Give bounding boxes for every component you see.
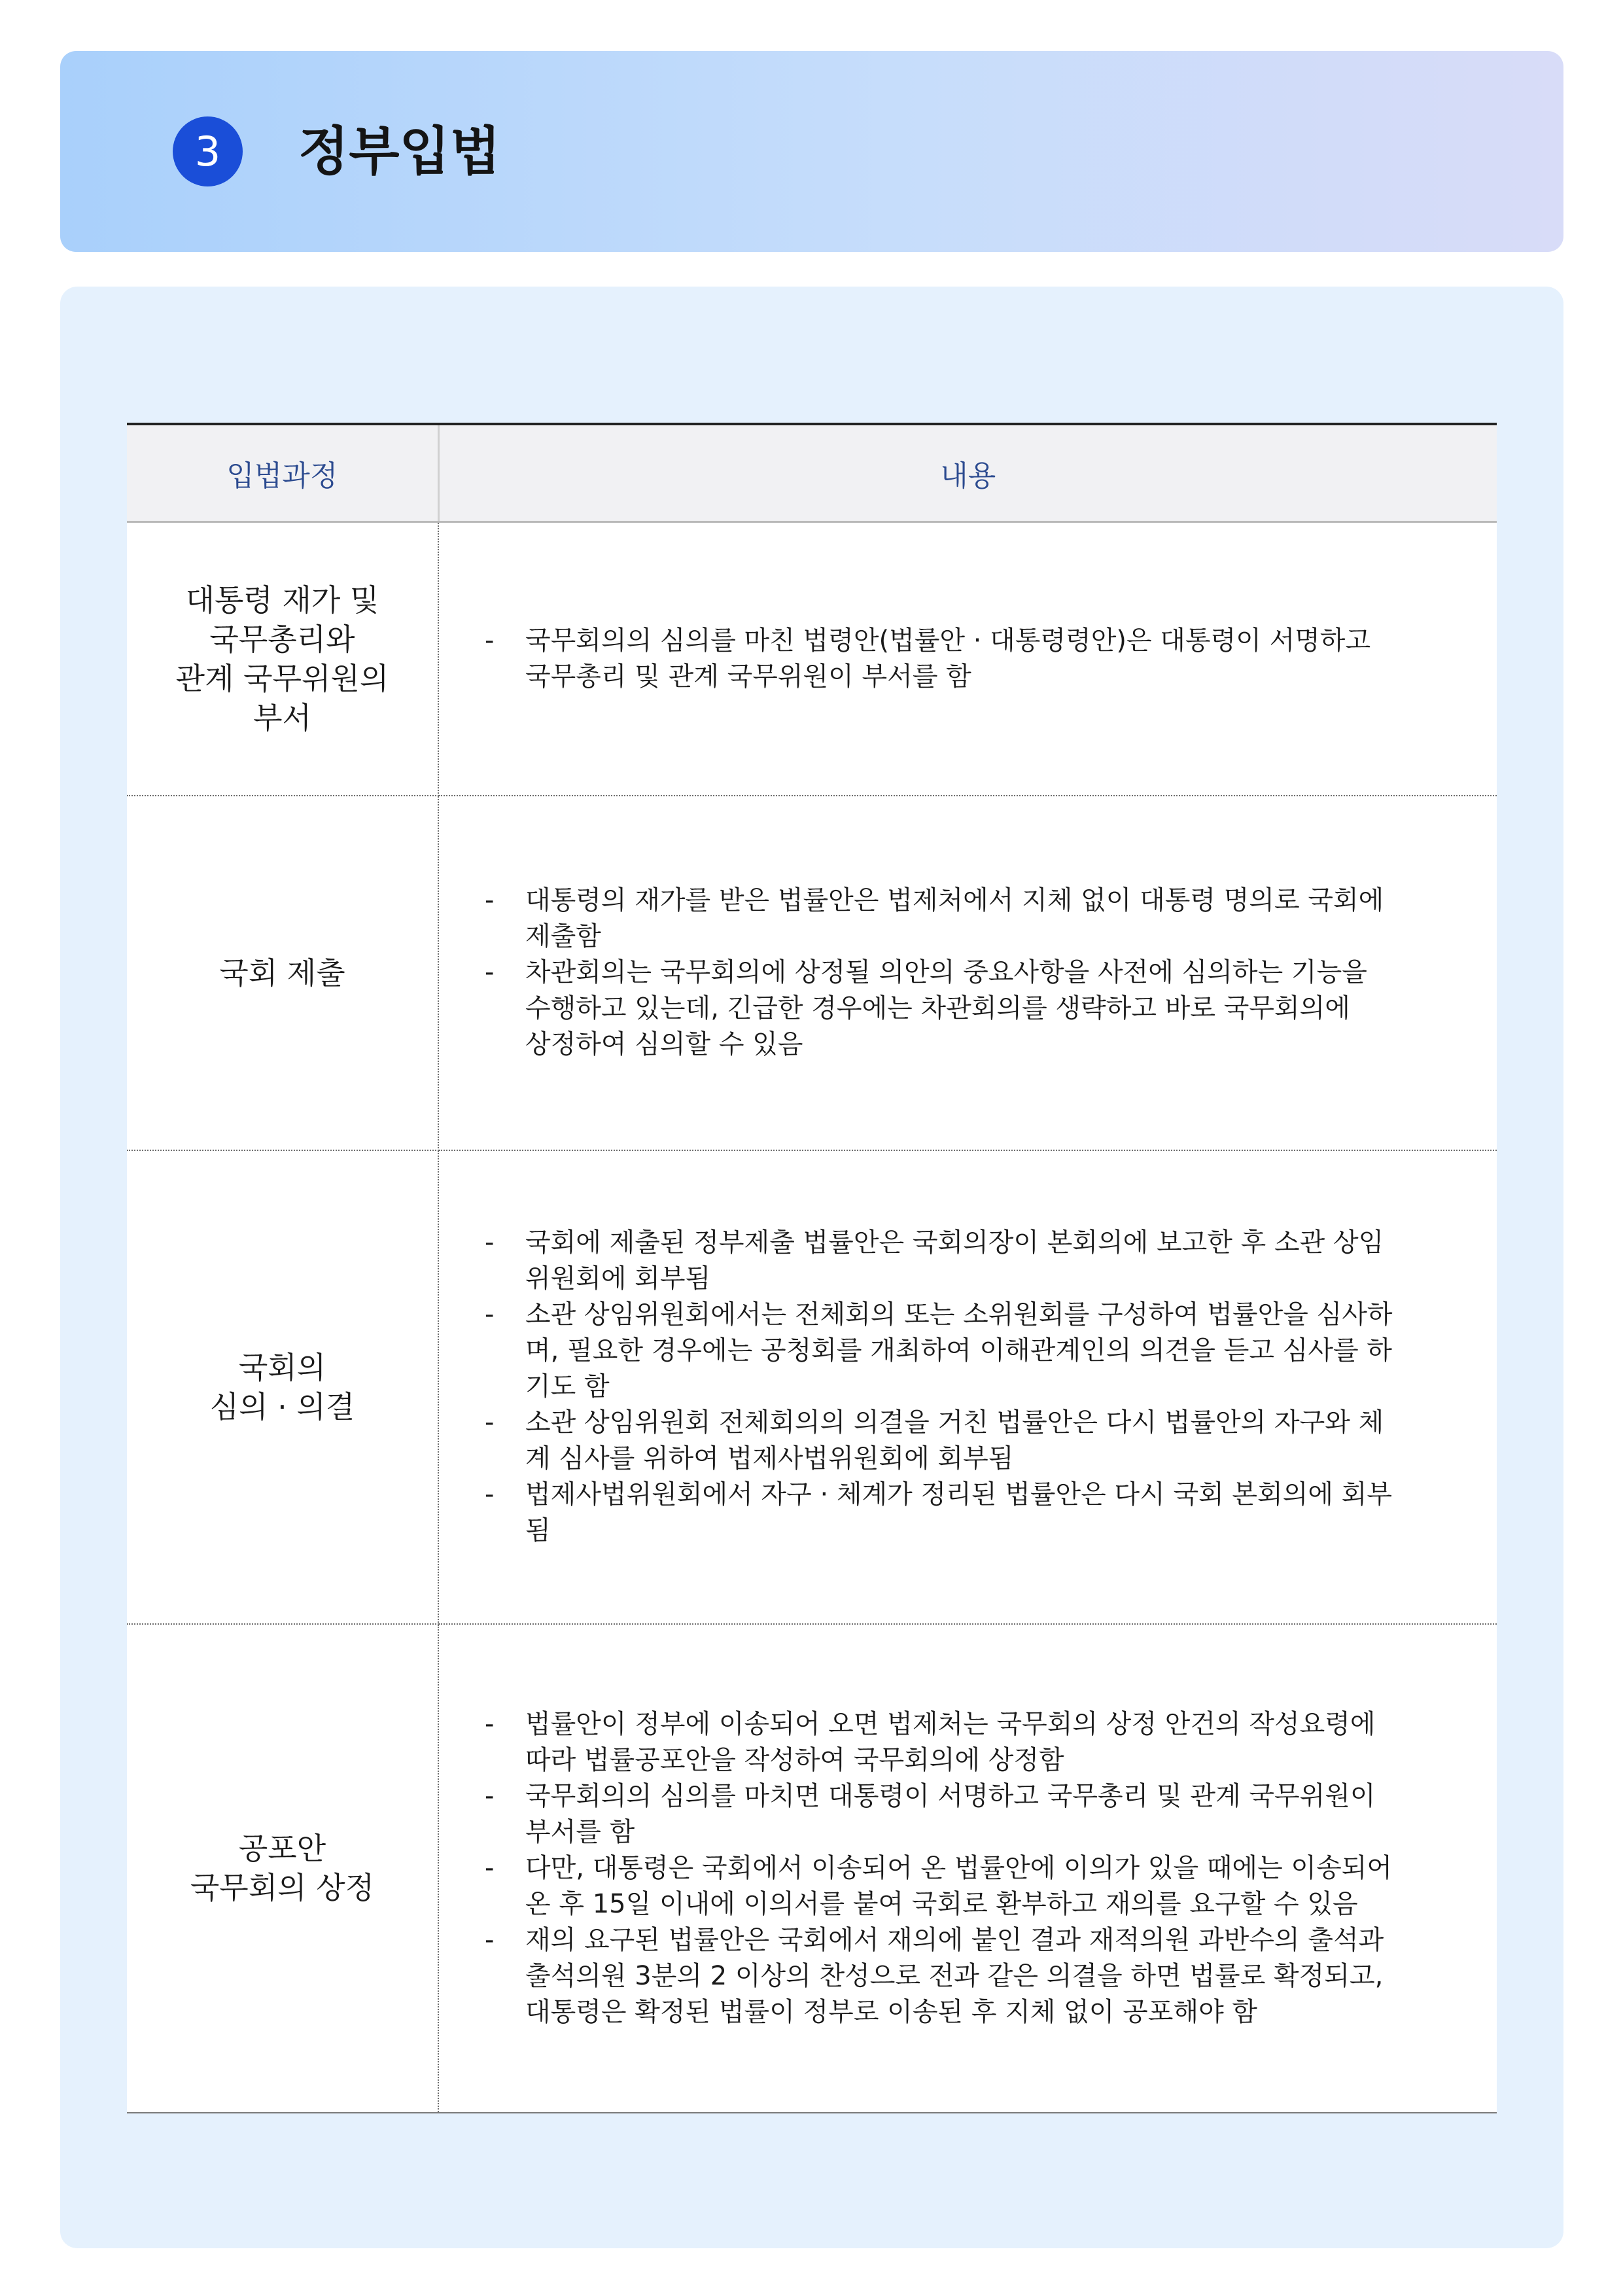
bullet-item xyxy=(485,883,1457,955)
header-content: 내용 xyxy=(438,424,1497,522)
section-number-badge: 3 xyxy=(173,116,243,186)
bullet-dash: - xyxy=(485,1708,495,1739)
bullet-text-line: 국회에 제출된 정부제출 법률안은 국회의장이 본회의에 보고한 후 소관 상임 xyxy=(525,1227,1384,1258)
bullet-dash: - xyxy=(485,1780,495,1811)
content-cell xyxy=(438,796,1497,1150)
bullet-dash: - xyxy=(485,1852,495,1883)
bullet-text-line: 법률안이 정부에 이송되어 오면 법제처는 국무회의 상정 안건의 작성요령에 xyxy=(525,1708,1376,1739)
bullet-text-line: 계 심사를 위하여 법제사법위원회에 회부됨 xyxy=(525,1443,1014,1474)
stage-label-line: 공포안 xyxy=(238,1831,326,1866)
table-row xyxy=(127,1624,1497,2113)
bullet-item xyxy=(485,623,1457,695)
bullet-dash: - xyxy=(485,885,495,915)
section-header-banner xyxy=(60,51,1563,252)
content-cell xyxy=(438,1150,1497,1624)
bullet-text-line: 수행하고 있는데, 긴급한 경우에는 차관회의를 생략하고 바로 국무회의에 xyxy=(525,993,1350,1023)
bullet-text-line: 부서를 함 xyxy=(525,1816,635,1847)
bullet-item xyxy=(485,1297,1457,1405)
bullet-text-line: 됨 xyxy=(525,1515,551,1545)
bullet-item xyxy=(485,1922,1457,2030)
bullet-dash: - xyxy=(485,1479,495,1510)
stage-label-line: 국무회의 상정 xyxy=(190,1870,375,1905)
stage-label-line: 심의 · 의결 xyxy=(209,1388,355,1424)
bullet-text-line: 차관회의는 국무회의에 상정될 의안의 중요사항을 사전에 심의하는 기능을 xyxy=(525,957,1367,987)
bullet-text-line: 소관 상임위원회에서는 전체회의 또는 소위원회를 구성하여 법률안을 심사하 xyxy=(525,1299,1393,1330)
bullet-text-line: 기도 함 xyxy=(525,1371,610,1402)
bullet-text-line: 재의 요구된 법률안은 국회에서 재의에 붙인 결과 재적의원 과반수의 출석과 xyxy=(525,1924,1384,1955)
bullet-dash: - xyxy=(485,625,495,656)
stage-cell xyxy=(127,1150,438,1624)
stage-cell xyxy=(127,1624,438,2113)
stage-label-line: 국회 제출 xyxy=(219,955,345,991)
bullet-item xyxy=(485,1850,1457,1922)
bullet-text-line: 법제사법위원회에서 자구 · 체계가 정리된 법률안은 다시 국회 본회의에 회부 xyxy=(525,1479,1392,1510)
stage-label-line: 국회의 xyxy=(238,1349,326,1385)
bullet-text-line: 출석의원 3분의 2 이상의 찬성으로 전과 같은 의결을 하면 법률로 확정되고, xyxy=(525,1960,1384,1991)
table-row xyxy=(127,1150,1497,1624)
bullet-dash: - xyxy=(485,1227,495,1258)
table-row xyxy=(127,796,1497,1150)
bullet-item xyxy=(485,1778,1457,1850)
bullet-dash: - xyxy=(485,957,495,987)
bullet-text-line: 대통령의 재가를 받은 법률안은 법제처에서 지체 없이 대통령 명의로 국회에 xyxy=(525,885,1384,915)
bullet-text-line: 대통령은 확정된 법률이 정부로 이송된 후 지체 없이 공포해야 함 xyxy=(525,1996,1258,2027)
bullet-item xyxy=(485,1225,1457,1297)
legislative-process-table xyxy=(127,423,1497,2113)
bullet-item xyxy=(485,1405,1457,1477)
bullet-item xyxy=(485,955,1457,1063)
bullet-text-line: 위원회에 회부됨 xyxy=(525,1263,711,1294)
stage-label-line: 대통령 재가 및 xyxy=(185,582,379,618)
stage-label-line: 관계 국무위원의 xyxy=(175,660,389,696)
content-cell xyxy=(438,1624,1497,2113)
bullet-item xyxy=(485,1706,1457,1778)
table-header-row xyxy=(127,424,1497,522)
bullet-text-line: 따라 법률공포안을 작성하여 국무회의에 상정함 xyxy=(525,1744,1064,1775)
stage-cell xyxy=(127,796,438,1150)
bullet-text-line: 며, 필요한 경우에는 공청회를 개최하여 이해관계인의 의견을 듣고 심사를 하 xyxy=(525,1335,1392,1366)
bullet-dash: - xyxy=(485,1407,495,1438)
bullet-text-line: 다만, 대통령은 국회에서 이송되어 온 법률안에 이의가 있을 때에는 이송되어 xyxy=(525,1852,1392,1883)
bullet-text-line: 국무회의의 심의를 마치면 대통령이 서명하고 국무총리 및 관계 국무위원이 xyxy=(525,1780,1376,1811)
content-cell xyxy=(438,522,1497,796)
section-title: 정부입법 xyxy=(298,121,501,182)
stage-label-line: 국무총리와 xyxy=(209,621,355,657)
header-stage: 입법과정 xyxy=(127,424,438,522)
stage-cell xyxy=(127,522,438,796)
bullet-text-line: 제출함 xyxy=(525,921,601,951)
bullet-text-line: 온 후 15일 이내에 이의서를 붙여 국회로 환부하고 재의를 요구할 수 있음 xyxy=(525,1888,1358,1919)
bullet-text-line: 소관 상임위원회 전체회의의 의결을 거친 법률안은 다시 법률안의 자구와 체 xyxy=(525,1407,1384,1438)
bullet-text-line: 국무회의의 심의를 마친 법령안(법률안 · 대통령령안)은 대통령이 서명하고 xyxy=(525,625,1371,656)
bullet-dash: - xyxy=(485,1924,495,1955)
bullet-text-line: 상정하여 심의할 수 있음 xyxy=(525,1029,803,1059)
bullet-item xyxy=(485,1477,1457,1549)
stage-label-line: 부서 xyxy=(253,699,311,735)
table-row xyxy=(127,522,1497,796)
bullet-text-line: 국무총리 및 관계 국무위원이 부서를 함 xyxy=(525,661,971,692)
bullet-dash: - xyxy=(485,1299,495,1330)
